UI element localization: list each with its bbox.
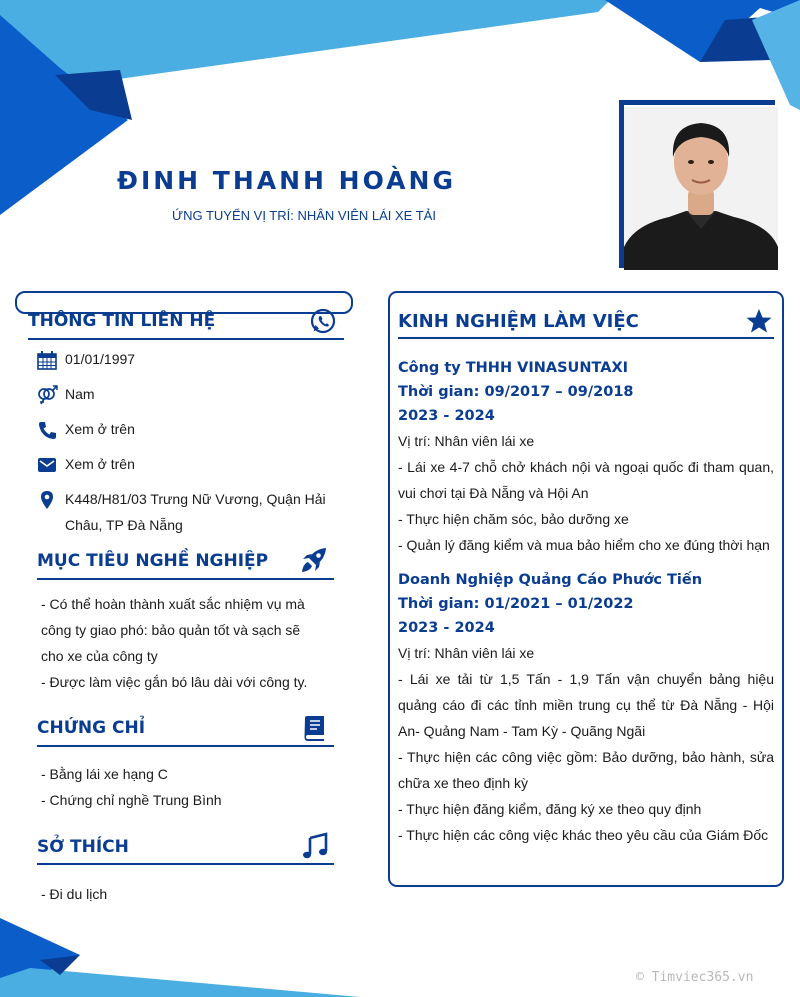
certificates-section-title: CHỨNG CHỈ [37, 718, 146, 738]
book-icon [300, 714, 328, 742]
gender-icon [36, 385, 58, 405]
job-time: Thời gian: 01/2021 – 01/2022 [398, 596, 634, 612]
contact-birthday: 01/01/1997 [36, 350, 336, 372]
music-note-icon [301, 832, 329, 860]
job-years: 2023 - 2024 [398, 620, 495, 636]
contact-gender: Nam [36, 385, 336, 407]
hobbies-content [41, 881, 321, 907]
objective-section-title: MỤC TIÊU NGHỀ NGHIỆP [37, 551, 269, 571]
contact-section-title: THÔNG TIN LIÊN HỆ [28, 311, 216, 331]
hobbies-section-underline [37, 863, 334, 865]
job-line: - Lái xe tải từ 1,5 Tấn - 1,9 Tấn vận chuyển bảng hiệu quảng cáo đi các tỉnh miền trung cụ thể từ Đà Nẵng - Hội An- Quảng Nam - Tam Kỳ - Quãng Ngãi [398, 671, 774, 739]
profile-photo [624, 107, 778, 270]
certificates-section-underline [37, 745, 334, 747]
objective-section-underline [37, 578, 334, 580]
job-years: 2023 - 2024 [398, 408, 495, 424]
job-line: - Thực hiện đăng kiểm, đăng ký xe theo quy định [398, 801, 702, 817]
calendar-icon [36, 350, 58, 370]
contact-phone: Xem ở trên [36, 420, 336, 442]
experience-section-title: KINH NGHIỆM LÀM VIỆC [398, 311, 639, 332]
star-icon [745, 307, 773, 335]
candidate-name: ĐINH THANH HOÀNG [117, 166, 456, 195]
hobbies-section-title: SỞ THÍCH [37, 837, 129, 857]
company-name: Doanh Nghiệp Quảng Cáo Phước Tiến [398, 572, 703, 588]
map-pin-icon [36, 490, 58, 510]
certificate-item: - Chứng chỉ nghề Trung Bình [41, 792, 222, 808]
experience-entry [398, 568, 774, 848]
applied-position: ỨNG TUYỂN VỊ TRÍ: NHÂN VIÊN LÁI XE TẢI [172, 208, 436, 223]
whatsapp-icon [309, 307, 337, 335]
objective-line: - Có thể hoàn thành xuất sắc nhiệm vụ mà công ty giao phó: bảo quản tốt và sạch sẽ cho xe của công ty [41, 596, 305, 664]
job-line: - Thực hiện các công việc khác theo yêu cầu của Giám Đốc [398, 827, 769, 843]
experience-section-underline [398, 337, 774, 339]
phone-icon [36, 420, 58, 440]
rocket-icon [300, 546, 328, 574]
objective-content [41, 591, 313, 695]
certificate-item: - Bằng lái xe hạng C [41, 766, 168, 782]
objective-line: - Được làm việc gắn bó lâu dài với công ty. [41, 674, 308, 690]
certificates-content [41, 761, 321, 813]
email-icon [36, 455, 58, 475]
job-line: Vị trí: Nhân viên lái xe [398, 433, 535, 449]
job-line: - Quản lý đăng kiểm và mua bảo hiểm cho xe đúng thời hạn [398, 537, 770, 553]
contact-email: Xem ở trên [36, 455, 336, 477]
job-line: Vị trí: Nhân viên lái xe [398, 645, 535, 661]
job-line: - Lái xe 4-7 chỗ chở khách nội và ngoại quốc đi tham quan, vui chơi tại Đà Nẵng và Hội An [398, 459, 774, 501]
job-line: - Thực hiện các công việc gồm: Bảo dưỡng, bảo hành, sửa chữa xe theo định kỳ [398, 749, 774, 791]
job-line: - Thực hiện chăm sóc, bảo dưỡng xe [398, 511, 629, 527]
company-name: Công ty THHH VINASUNTAXI [398, 360, 629, 376]
experience-entry [398, 356, 774, 558]
contact-address: K448/H81/03 Trưng Nữ Vương, Quận Hải Châu, TP Đà Nẵng [36, 490, 336, 538]
contact-section-underline [28, 338, 344, 340]
hobby-item: - Đi du lịch [41, 886, 108, 902]
job-time: Thời gian: 09/2017 – 09/2018 [398, 384, 634, 400]
watermark: © Timviec365.vn [636, 970, 754, 985]
